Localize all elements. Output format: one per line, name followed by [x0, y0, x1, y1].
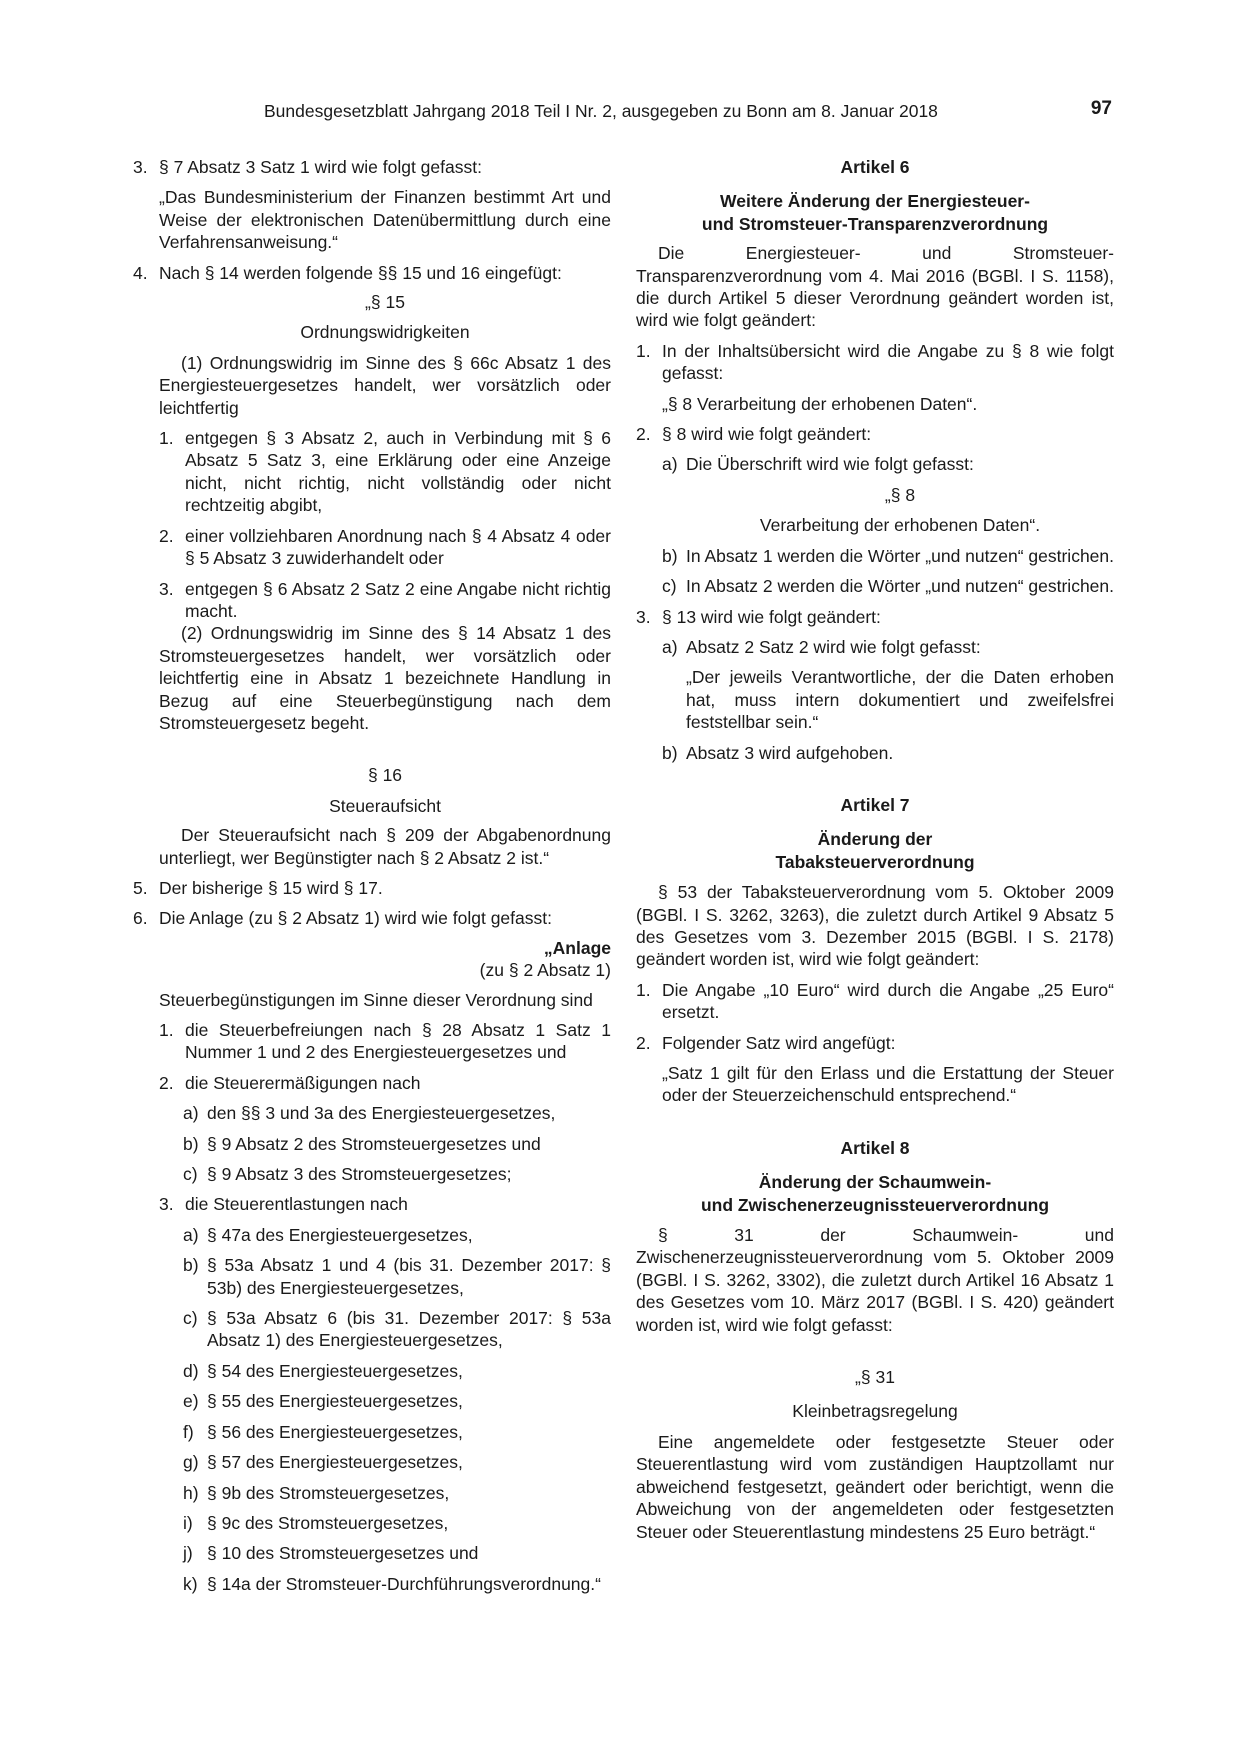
sub-item-letter: f): [183, 1421, 194, 1442]
sub-item-letter: b): [183, 1255, 199, 1276]
list-item: [636, 606, 1114, 628]
sub-item-letter: a): [662, 454, 678, 475]
sub-item-text: § 56 des Energiesteuergesetzes,: [207, 1421, 463, 1442]
sub-item-text: Absatz 2 Satz 2 wird wie folgt gefasst:: [686, 636, 981, 657]
sub-item-letter: i): [183, 1512, 193, 1533]
sub-item-text: § 10 des Stromsteuergesetzes und: [207, 1543, 479, 1564]
item-text: einer vollziehbaren Anordnung nach § 4 Absatz 4 oder § 5 Absatz 3 zuwiderhandelt oder: [185, 525, 611, 569]
list-item: [133, 907, 611, 929]
paragraph: Eine angemeldete oder festgesetzte Steuer oder Steuerentlastung wird vom zuständigen Hauptzollamt nur abweichend festgesetzt, geändert oder berichtigt, wenn die Abweichung von der angemeldeten oder festgesetzten Steuer oder Steuerentlastung mindestens 25 Euro beträgt.“: [636, 1431, 1114, 1542]
item-text: § 8 wird wie folgt geändert:: [662, 424, 872, 445]
sub-item-text: § 14a der Stromsteuer-Durchführungsverordnung.“: [207, 1573, 601, 1594]
sub-item-text: § 9 Absatz 2 des Stromsteuergesetzes und: [207, 1133, 541, 1154]
item-number: 1.: [159, 428, 174, 449]
sub-item-letter: j): [183, 1543, 193, 1564]
item-text: Der bisherige § 15 wird § 17.: [159, 877, 383, 898]
section-number: „§ 8: [884, 484, 916, 505]
list-item: [636, 340, 1114, 385]
sub-item-letter: a): [183, 1224, 199, 1245]
sub-item: [183, 1133, 611, 1155]
sub-item-text: § 57 des Energiesteuergesetzes,: [207, 1452, 463, 1473]
sub-item: [183, 1390, 611, 1412]
item-number: 4.: [133, 262, 148, 283]
sub-item-letter: h): [183, 1482, 199, 1503]
section-number: „§ 31: [855, 1367, 895, 1388]
item-number: 2.: [159, 1072, 174, 1093]
item-number: 3.: [159, 1194, 174, 1215]
sub-item-text: Die Überschrift wird wie folgt gefasst:: [686, 454, 974, 475]
sub-item: [183, 1482, 611, 1504]
item-text: die Steuerbefreiungen nach § 28 Absatz 1 Satz 1 Nummer 1 und 2 des Energiesteuergesetzes und: [185, 1020, 611, 1063]
section-title: Verarbeitung der erhobenen Daten“.: [759, 515, 1041, 536]
sub-item: [183, 1451, 611, 1473]
article-heading-line: und Zwischenerzeugnissteuerverordnung: [700, 1194, 1050, 1215]
section-number: § 16: [367, 765, 403, 786]
item-text: die Steuerentlastungen nach: [185, 1194, 408, 1215]
section-title: Steueraufsicht: [329, 795, 441, 816]
item-text: entgegen § 3 Absatz 2, auch in Verbindung mit § 6 Absatz 5 Satz 3, eine Erklärung oder eine Anzeige nicht, nicht richtig, nicht vollständig oder nicht rechtzeitig abgibt,: [185, 428, 611, 516]
list-item: [159, 1072, 611, 1094]
paragraph: Die Energiesteuer- und Stromsteuer-Transparenzverordnung vom 4. Mai 2016 (BGBl. I S. 1158), die durch Artikel 5 dieser Verordnung geändert worden ist, wird wie folgt geändert:: [636, 243, 1114, 331]
list-item: [133, 877, 611, 899]
section-title: Kleinbetragsregelung: [792, 1401, 958, 1422]
sub-item: [662, 453, 1114, 475]
sub-item: [183, 1421, 611, 1443]
sub-item-letter: c): [662, 576, 677, 597]
sub-item-letter: g): [183, 1452, 199, 1473]
article-heading-line: Änderung der: [817, 829, 933, 850]
item-number: 2.: [636, 424, 651, 445]
item-number: 6.: [133, 908, 148, 929]
item-number: 3.: [133, 157, 148, 177]
list-item: [159, 525, 611, 570]
quote: „§ 8 Verarbeitung der erhobenen Daten“.: [662, 393, 978, 414]
item-number: 1.: [636, 340, 651, 361]
item-text: Die Angabe „10 Euro“ wird durch die Angabe „25 Euro“ ersetzt.: [662, 979, 1114, 1023]
sub-item-letter: a): [183, 1103, 199, 1124]
item-text: In der Inhaltsübersicht wird die Angabe zu § 8 wie folgt gefasst:: [662, 340, 1114, 384]
sub-item-letter: c): [183, 1308, 198, 1329]
page-number: 97: [1090, 98, 1112, 119]
sub-item: [183, 1360, 611, 1382]
paragraph: (1) Ordnungswidrig im Sinne des § 66c Absatz 1 des Energiesteuergesetzes handelt, wer vorsätzlich oder leichtfertig: [159, 352, 611, 418]
list-item: [636, 979, 1114, 1024]
list-item: [159, 1193, 611, 1215]
list-item: [133, 156, 611, 178]
item-number: 2.: [636, 1032, 651, 1053]
sub-item: [662, 636, 1114, 658]
article-number: Artikel 8: [840, 1137, 910, 1158]
sub-item: [183, 1542, 611, 1564]
list-item: [636, 1032, 1114, 1054]
item-number: 2.: [159, 525, 174, 546]
item-number: 3.: [159, 578, 174, 599]
paragraph: Der Steueraufsicht nach § 209 der Abgabenordnung unterliegt, wer Begünstigter nach § 2 Absatz 2 ist.“: [159, 825, 611, 868]
section-title: Ordnungswidrigkeiten: [300, 322, 470, 343]
sub-item: [662, 742, 1114, 764]
section-number: „§ 15: [365, 292, 405, 313]
sub-item: [183, 1102, 611, 1124]
sub-item-text: § 9b des Stromsteuergesetzes,: [207, 1482, 450, 1503]
quote: „Satz 1 gilt für den Erlass und die Erstattung der Steuer oder der Steuerzeichenschuld entsprechend.“: [662, 1063, 1114, 1106]
sub-item-text: § 53a Absatz 6 (bis 31. Dezember 2017: § 53a Absatz 1) des Energiesteuergesetzes,: [207, 1308, 611, 1351]
quote: „Der jeweils Verantwortliche, der die Daten erhoben hat, muss intern dokumentiert und zweifelsfrei feststellbar sein.“: [686, 667, 1114, 733]
sub-item-letter: b): [183, 1133, 199, 1154]
article-heading-line: und Stromsteuer-Transparenzverordnung: [701, 213, 1049, 234]
item-text: Folgender Satz wird angefügt:: [662, 1032, 896, 1053]
article-number: Artikel 7: [840, 794, 910, 815]
sub-item: [183, 1224, 611, 1246]
annex-reference: (zu § 2 Absatz 1): [479, 960, 611, 981]
list-item: [159, 1019, 611, 1064]
annex-intro: Steuerbegünstigungen im Sinne dieser Verordnung sind: [159, 989, 593, 1010]
item-text: § 13 wird wie folgt geändert:: [662, 606, 881, 627]
sub-item-letter: b): [662, 742, 678, 763]
sub-item-text: den §§ 3 und 3a des Energiesteuergesetzes,: [207, 1103, 556, 1124]
item-number: 1.: [636, 979, 651, 1000]
sub-item-letter: d): [183, 1360, 199, 1381]
sub-item-text: Absatz 3 wird aufgehoben.: [686, 742, 894, 763]
paragraph: § 53 der Tabaksteuerverordnung vom 5. Oktober 2009 (BGBl. I S. 3262, 3263), die zuletzt durch Artikel 9 Absatz 5 des Gesetzes vom 3. Dezember 2015 (BGBl. I S. 2178) geändert worden ist, wird wie folgt geändert:: [636, 882, 1114, 970]
paragraph: (2) Ordnungswidrig im Sinne des § 14 Absatz 1 des Stromsteuergesetzes handelt, wer vorsätzlich oder leichtfertig eine in Absatz 1 bezeichnete Handlung in Bezug auf eine Steuerbegünstigung nach dem Stromsteuergesetz begeht.: [159, 623, 611, 733]
sub-item-letter: c): [183, 1164, 198, 1185]
article-heading-line: Änderung der Schaumwein-: [758, 1172, 992, 1193]
item-number: 1.: [159, 1020, 174, 1040]
sub-item-letter: a): [662, 636, 678, 657]
sub-item: [183, 1307, 611, 1352]
item-text: Nach § 14 werden folgende §§ 15 und 16 eingefügt:: [159, 262, 562, 283]
sub-item-text: In Absatz 1 werden die Wörter „und nutzen“ gestrichen.: [686, 545, 1115, 566]
article-number: Artikel 6: [840, 157, 910, 177]
sub-item-text: § 53a Absatz 1 und 4 (bis 31. Dezember 2017: § 53b) des Energiesteuergesetzes,: [207, 1255, 611, 1298]
sub-item: [662, 545, 1114, 567]
sub-item: [183, 1163, 611, 1185]
sub-item: [183, 1254, 611, 1299]
sub-item-letter: b): [662, 545, 678, 566]
left-column: [133, 156, 611, 1595]
list-item: [636, 423, 1114, 445]
list-item: [133, 262, 611, 284]
item-text: die Steuerermäßigungen nach: [185, 1072, 421, 1093]
list-item: [159, 578, 611, 623]
article-heading-line: Tabaksteuerverordnung: [775, 851, 975, 872]
sub-item: [183, 1512, 611, 1534]
sub-item-text: § 54 des Energiesteuergesetzes,: [207, 1360, 463, 1381]
sub-item-letter: e): [183, 1391, 199, 1412]
sub-item-letter: k): [183, 1573, 198, 1594]
item-text: entgegen § 6 Absatz 2 Satz 2 eine Angabe nicht richtig macht.: [185, 578, 611, 621]
article-heading-line: Weitere Änderung der Energiesteuer-: [720, 191, 1030, 212]
annex-title: „Anlage: [543, 937, 611, 958]
sub-item-text: § 9 Absatz 3 des Stromsteuergesetzes;: [207, 1164, 512, 1185]
item-number: 5.: [133, 877, 148, 898]
paragraph: § 31 der Schaumwein- und Zwischenerzeugnissteuerverordnung vom 5. Oktober 2009 (BGBl. I S. 3262, 3302), die zuletzt durch Artikel 16 Absatz 1 des Gesetzes vom 10. März 2017 (BGBl. I S. 420) geändert worden ist, wird wie folgt gefasst:: [636, 1225, 1114, 1335]
sub-item-text: § 55 des Energiesteuergesetzes,: [207, 1391, 463, 1412]
right-column: [636, 156, 1114, 1543]
sub-item-text: § 9c des Stromsteuergesetzes,: [207, 1512, 449, 1533]
quote: „Das Bundesministerium der Finanzen bestimmt Art und Weise der elektronischen Datenübermittlung durch eine Verfahrensanweisung.“: [159, 187, 611, 253]
item-number: 3.: [636, 606, 651, 627]
header-text: Bundesgesetzblatt Jahrgang 2018 Teil I Nr. 2, ausgegeben zu Bonn am 8. Januar 2018: [264, 101, 938, 121]
item-text: § 7 Absatz 3 Satz 1 wird wie folgt gefasst:: [159, 157, 482, 177]
sub-item: [662, 575, 1114, 597]
page-header: [132, 100, 1112, 126]
list-item: [159, 427, 611, 517]
sub-item-text: § 47a des Energiesteuergesetzes,: [207, 1224, 473, 1245]
sub-item-text: In Absatz 2 werden die Wörter „und nutzen“ gestrichen.: [686, 576, 1115, 597]
item-text: Die Anlage (zu § 2 Absatz 1) wird wie folgt gefasst:: [159, 908, 552, 929]
sub-item: [183, 1573, 611, 1595]
